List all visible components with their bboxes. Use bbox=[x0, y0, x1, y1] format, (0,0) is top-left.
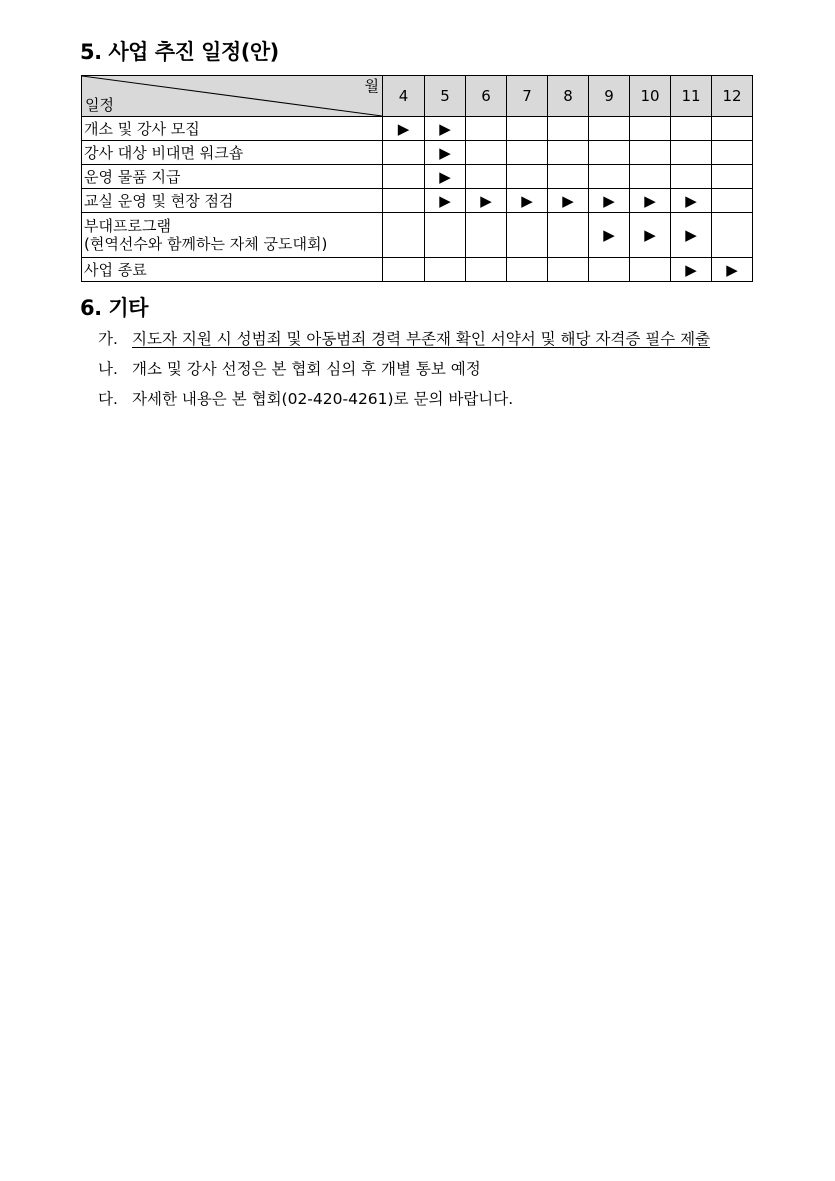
note-marker: 가. bbox=[98, 330, 118, 348]
schedule-cell bbox=[466, 141, 507, 165]
schedule-cell bbox=[712, 117, 753, 141]
schedule-cell bbox=[589, 165, 630, 189]
month-header: 8 bbox=[548, 76, 589, 117]
play-arrow-icon: ▶ bbox=[562, 191, 574, 210]
schedule-item-label: 사업 종료 bbox=[82, 258, 383, 282]
schedule-table bbox=[81, 75, 753, 282]
diagonal-divider bbox=[82, 76, 382, 116]
note-text: 자세한 내용은 본 협회(02-420-4261)로 문의 바랍니다. bbox=[132, 390, 514, 408]
schedule-cell bbox=[466, 258, 507, 282]
play-arrow-icon: ▶ bbox=[603, 226, 615, 244]
schedule-cell bbox=[383, 165, 425, 189]
schedule-cell bbox=[671, 141, 712, 165]
schedule-cell bbox=[466, 213, 507, 258]
note-text: 개소 및 강사 선정은 본 협회 심의 후 개별 통보 예정 bbox=[132, 360, 481, 378]
schedule-cell bbox=[383, 258, 425, 282]
schedule-cell bbox=[466, 117, 507, 141]
schedule-item-label: 개소 및 강사 모집 bbox=[82, 117, 383, 141]
schedule-cell bbox=[589, 189, 630, 213]
month-header: 12 bbox=[712, 76, 753, 117]
schedule-row bbox=[82, 117, 753, 141]
schedule-item-label: 부대프로그램 (현역선수와 함께하는 자체 궁도대회) bbox=[82, 213, 383, 258]
schedule-row bbox=[82, 258, 753, 282]
play-arrow-icon: ▶ bbox=[603, 191, 615, 210]
schedule-cell bbox=[548, 258, 589, 282]
schedule-cell bbox=[507, 213, 548, 258]
schedule-cell bbox=[630, 213, 671, 258]
play-arrow-icon: ▶ bbox=[644, 226, 656, 244]
schedule-cell bbox=[630, 117, 671, 141]
month-header: 10 bbox=[630, 76, 671, 117]
note-marker: 나. bbox=[98, 360, 118, 378]
schedule-cell bbox=[712, 258, 753, 282]
note-item bbox=[98, 388, 758, 411]
schedule-cell bbox=[507, 258, 548, 282]
schedule-cell bbox=[671, 117, 712, 141]
schedule-cell bbox=[671, 213, 712, 258]
play-arrow-icon: ▶ bbox=[439, 119, 451, 138]
schedule-cell bbox=[589, 258, 630, 282]
schedule-cell bbox=[425, 117, 466, 141]
schedule-cell bbox=[548, 141, 589, 165]
corner-item-label: 일정 bbox=[85, 96, 114, 114]
play-arrow-icon: ▶ bbox=[685, 191, 697, 210]
schedule-row bbox=[82, 213, 753, 258]
schedule-cell bbox=[589, 117, 630, 141]
notes-list bbox=[98, 328, 758, 418]
schedule-cell bbox=[630, 165, 671, 189]
schedule-cell bbox=[425, 258, 466, 282]
schedule-item-label: 교실 운영 및 현장 점검 bbox=[82, 189, 383, 213]
schedule-cell bbox=[383, 213, 425, 258]
schedule-body bbox=[82, 117, 753, 282]
schedule-cell bbox=[630, 141, 671, 165]
schedule-cell bbox=[712, 165, 753, 189]
schedule-cell bbox=[466, 189, 507, 213]
section-6-title: 6. 기타 bbox=[80, 296, 148, 320]
schedule-cell bbox=[671, 165, 712, 189]
note-item bbox=[98, 358, 758, 381]
schedule-cell bbox=[507, 189, 548, 213]
schedule-cell bbox=[383, 117, 425, 141]
schedule-cell bbox=[548, 165, 589, 189]
schedule-cell bbox=[466, 165, 507, 189]
schedule-cell bbox=[548, 213, 589, 258]
month-header: 11 bbox=[671, 76, 712, 117]
play-arrow-icon: ▶ bbox=[439, 143, 451, 162]
schedule-item-label: 운영 물품 지급 bbox=[82, 165, 383, 189]
month-header: 5 bbox=[425, 76, 466, 117]
play-arrow-icon: ▶ bbox=[685, 260, 697, 279]
play-arrow-icon: ▶ bbox=[439, 191, 451, 210]
schedule-cell bbox=[425, 165, 466, 189]
schedule-cell bbox=[630, 189, 671, 213]
schedule-cell bbox=[425, 189, 466, 213]
play-arrow-icon: ▶ bbox=[685, 226, 697, 244]
play-arrow-icon: ▶ bbox=[644, 191, 656, 210]
play-arrow-icon: ▶ bbox=[521, 191, 533, 210]
play-arrow-icon: ▶ bbox=[439, 167, 451, 186]
month-header: 9 bbox=[589, 76, 630, 117]
play-arrow-icon: ▶ bbox=[480, 191, 492, 210]
schedule-cell bbox=[671, 258, 712, 282]
schedule-row bbox=[82, 141, 753, 165]
schedule-cell bbox=[383, 141, 425, 165]
schedule-cell bbox=[425, 141, 466, 165]
schedule-header-row bbox=[82, 76, 753, 117]
schedule-cell bbox=[712, 141, 753, 165]
schedule-cell bbox=[548, 117, 589, 141]
schedule-cell bbox=[548, 189, 589, 213]
schedule-cell bbox=[671, 189, 712, 213]
corner-month-label: 월 bbox=[364, 77, 379, 95]
note-text: 지도자 지원 시 성범죄 및 아동범죄 경력 부존재 확인 서약서 및 해당 자격증 필수 제출 bbox=[132, 330, 711, 348]
month-header: 6 bbox=[466, 76, 507, 117]
schedule-cell bbox=[507, 165, 548, 189]
play-arrow-icon: ▶ bbox=[397, 119, 410, 138]
month-header: 4 bbox=[383, 76, 425, 117]
schedule-cell bbox=[630, 258, 671, 282]
schedule-row bbox=[82, 165, 753, 189]
schedule-item-label: 강사 대상 비대면 워크숍 bbox=[82, 141, 383, 165]
schedule-cell bbox=[507, 141, 548, 165]
schedule-corner-cell bbox=[82, 76, 383, 117]
schedule-cell bbox=[383, 189, 425, 213]
schedule-cell bbox=[425, 213, 466, 258]
month-header: 7 bbox=[507, 76, 548, 117]
schedule-cell bbox=[712, 213, 753, 258]
note-item bbox=[98, 328, 758, 351]
schedule-cell bbox=[589, 213, 630, 258]
section-5-title: 5. 사업 추진 일정(안) bbox=[80, 40, 279, 64]
schedule-cell bbox=[589, 141, 630, 165]
play-arrow-icon: ▶ bbox=[726, 260, 738, 279]
note-marker: 다. bbox=[98, 390, 118, 408]
schedule-cell bbox=[507, 117, 548, 141]
schedule-cell bbox=[712, 189, 753, 213]
schedule-row bbox=[82, 189, 753, 213]
